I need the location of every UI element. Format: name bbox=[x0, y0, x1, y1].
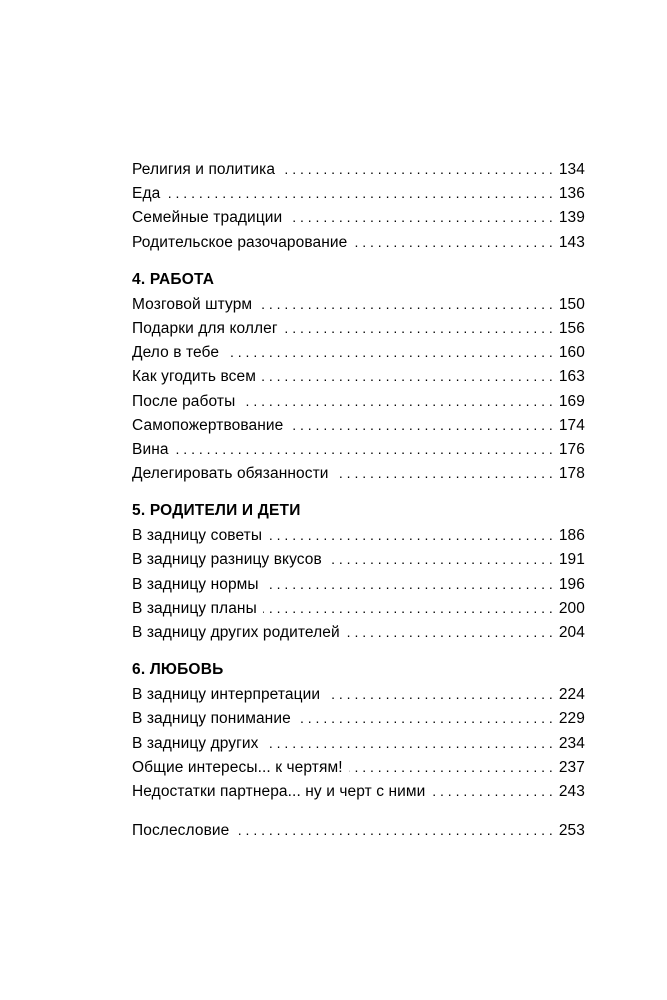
toc-entry-page: 237 bbox=[558, 758, 585, 776]
toc-entry-title: В задницу нормы bbox=[132, 575, 259, 593]
toc-entry-title: В задницу интерпретации bbox=[132, 686, 321, 704]
dot-leader bbox=[335, 461, 553, 485]
toc-entry-page: 174 bbox=[558, 416, 585, 434]
toc-section-parents-and-children bbox=[132, 499, 585, 644]
toc-entry-title: В задницу других bbox=[132, 734, 259, 752]
dot-leader bbox=[264, 731, 552, 755]
toc-entry-title: Подарки для коллег bbox=[132, 319, 278, 337]
toc-entry-title: В задницу разницу вкусов bbox=[132, 551, 322, 569]
toc-entry-page: 160 bbox=[558, 344, 585, 362]
toc-entry[interactable] bbox=[132, 437, 585, 461]
toc-entry-title: Дело в тебе bbox=[132, 344, 220, 362]
toc-section-work bbox=[132, 268, 585, 486]
toc-entry-title: В задницу понимание bbox=[132, 710, 291, 728]
toc-entry-page: 229 bbox=[558, 710, 585, 728]
toc-entry-title: Семейные традиции bbox=[132, 209, 283, 227]
dot-leader bbox=[166, 181, 553, 205]
toc-entry[interactable] bbox=[132, 461, 585, 485]
dot-leader bbox=[225, 340, 553, 364]
toc-entry-page: 243 bbox=[558, 782, 585, 800]
dot-leader bbox=[289, 413, 552, 437]
dot-leader bbox=[297, 706, 553, 730]
dot-leader bbox=[326, 682, 553, 706]
section-heading: 4. РАБОТА bbox=[132, 270, 215, 288]
dot-leader bbox=[235, 818, 552, 842]
toc-entry[interactable] bbox=[132, 181, 585, 205]
toc-entry-page: 139 bbox=[558, 209, 585, 227]
dot-leader bbox=[353, 230, 552, 254]
dot-leader bbox=[281, 157, 553, 181]
dot-leader bbox=[263, 596, 553, 620]
toc-entry-title: Мозговой штурм bbox=[132, 295, 253, 313]
toc-entry-title: Религия и политика bbox=[132, 161, 276, 178]
toc-entry[interactable] bbox=[132, 682, 585, 706]
toc-entry-title: В задницу планы bbox=[132, 599, 257, 617]
toc-top-group bbox=[132, 157, 585, 254]
toc-entry-title: В задницу других родителей bbox=[132, 624, 340, 641]
toc-entry-title: Как угодить всем bbox=[132, 368, 256, 386]
dot-leader bbox=[284, 316, 553, 340]
section-heading: 6. ЛЮБОВЬ bbox=[132, 661, 224, 679]
toc-entry-page: 253 bbox=[558, 822, 585, 840]
toc-entry-page: 234 bbox=[558, 734, 585, 752]
toc-entry-page: 186 bbox=[558, 527, 585, 545]
dot-leader bbox=[265, 572, 553, 596]
toc-entry-title: Делегировать обязанности bbox=[132, 465, 329, 483]
toc-entry[interactable] bbox=[132, 731, 585, 755]
toc-entry-page: 200 bbox=[558, 599, 585, 617]
toc-entry-page: 156 bbox=[558, 319, 585, 337]
toc-entry-page: 163 bbox=[558, 368, 585, 386]
toc-entry-title: В задницу советы bbox=[132, 527, 263, 545]
dot-leader bbox=[175, 437, 553, 461]
toc-entry-title: Послесловие bbox=[132, 822, 230, 840]
table-of-contents bbox=[132, 157, 585, 842]
toc-entry-title: После работы bbox=[132, 392, 236, 410]
toc-entry[interactable] bbox=[132, 230, 585, 254]
toc-entry-page: 143 bbox=[558, 233, 585, 251]
dot-leader bbox=[346, 620, 553, 644]
toc-entry[interactable] bbox=[132, 316, 585, 340]
toc-section-love bbox=[132, 658, 585, 803]
toc-entry[interactable] bbox=[132, 157, 585, 181]
toc-entry-title: Недостатки партнера... ну и черт с ними bbox=[132, 782, 426, 800]
toc-entry-page: 136 bbox=[558, 185, 585, 203]
toc-entry-page: 191 bbox=[558, 551, 585, 569]
toc-entry-page: 169 bbox=[558, 392, 585, 410]
toc-entry-page: 176 bbox=[558, 440, 585, 458]
toc-entry-page: 178 bbox=[558, 465, 585, 483]
dot-leader bbox=[349, 755, 553, 779]
toc-entry[interactable] bbox=[132, 596, 585, 620]
toc-entry[interactable] bbox=[132, 292, 585, 316]
dot-leader bbox=[431, 779, 552, 803]
toc-entry[interactable] bbox=[132, 523, 585, 547]
toc-entry[interactable] bbox=[132, 340, 585, 364]
toc-entry[interactable] bbox=[132, 620, 585, 644]
toc-entry-page: 150 bbox=[558, 295, 585, 313]
dot-leader bbox=[262, 364, 553, 388]
section-heading: 5. РОДИТЕЛИ И ДЕТИ bbox=[132, 502, 301, 520]
dot-leader bbox=[258, 292, 553, 316]
toc-entry-title: Вина bbox=[132, 440, 169, 458]
dot-leader bbox=[328, 547, 553, 571]
toc-entry[interactable] bbox=[132, 779, 585, 803]
toc-entry[interactable] bbox=[132, 389, 585, 413]
dot-leader bbox=[268, 523, 553, 547]
toc-entry[interactable] bbox=[132, 706, 585, 730]
toc-entry-page: 196 bbox=[558, 575, 585, 593]
toc-entry-page: 204 bbox=[558, 624, 585, 641]
dot-leader bbox=[241, 389, 553, 413]
dot-leader bbox=[288, 205, 553, 229]
toc-entry[interactable] bbox=[132, 755, 585, 779]
toc-entry[interactable] bbox=[132, 205, 585, 229]
toc-entry[interactable] bbox=[132, 547, 585, 571]
toc-entry-title: Еда bbox=[132, 185, 161, 203]
toc-entry-afterword[interactable] bbox=[132, 818, 585, 842]
toc-entry-title: Самопожертвование bbox=[132, 416, 284, 434]
toc-entry-page: 224 bbox=[558, 686, 585, 704]
toc-entry-title: Общие интересы... к чертям! bbox=[132, 758, 343, 776]
toc-entry-page: 134 bbox=[558, 161, 585, 178]
toc-entry[interactable] bbox=[132, 413, 585, 437]
toc-entry[interactable] bbox=[132, 572, 585, 596]
toc-entry-title: Родительское разочарование bbox=[132, 233, 348, 251]
toc-entry[interactable] bbox=[132, 364, 585, 388]
